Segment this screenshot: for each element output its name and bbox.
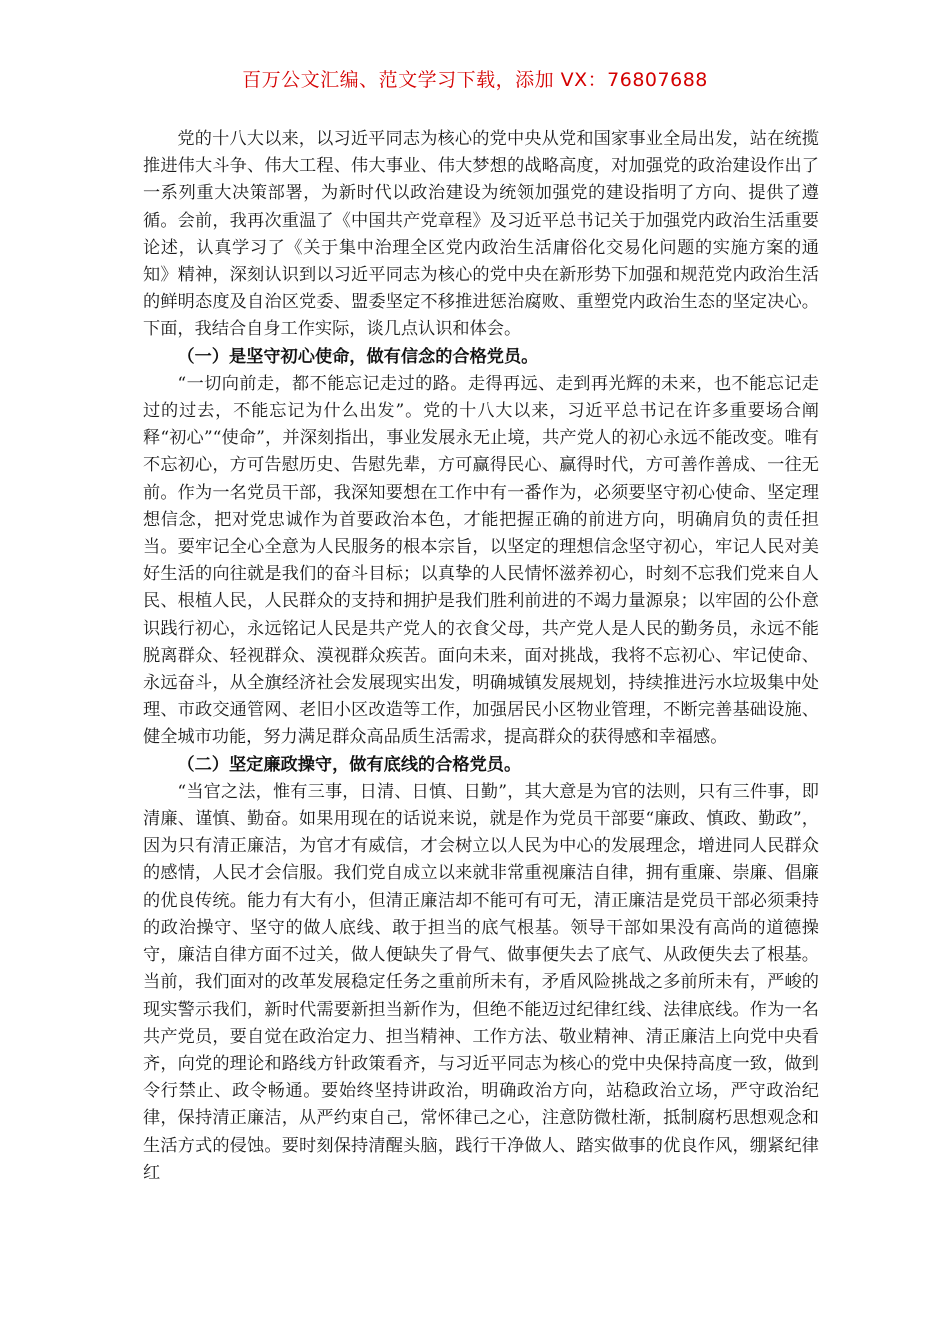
header-banner: 百万公文汇编、范文学习下载，添加 VX：76807688 [242,69,708,91]
document-body [143,126,819,1187]
section-paragraph-2: “当官之法，惟有三事，日清、日慎、日勤”，其大意是为官的法则，只有三件事，即清廉、谨慎、勤奋。如果用现在的话说来说，就是作为党员干部要“廉政、慎政、勤政”，因为只有清正廉洁，为官才有威信，才会树立以人民为中心的发展理念，增进同人民群众的感情，人民才会信服。我们党自成立以来就非常重视廉洁自律，拥有重廉、崇廉、倡廉的优良传统。能力有大有小，但清正廉洁却不能可有可无，清正廉洁是党员干部必须秉持的政治操守、坚守的做人底线、敢于担当的底气根基。领导干部如果没有高尚的道德操守，廉洁自律方面不过关，做人便缺失了骨气、做事便失去了底气、从政便失去了根基。当前，我们面对的改革发展稳定任务之重前所未有，矛盾风险挑战之多前所未有，严峻的现实警示我们，新时代需要新担当新作为，但绝不能迈过纪律红线、法律底线。作为一名共产党员，要自觉在政治定力、担当精神、工作方法、敬业精神、清正廉洁上向党中央看齐，向党的理论和路线方针政策看齐，与习近平同志为核心的党中央保持高度一致，做到令行禁止、政令畅通。要始终坚持讲政治，明确政治方向，站稳政治立场，严守政治纪律，保持清正廉洁，从严约束自己，常怀律己之心，注意防微杜渐，抵制腐朽思想观念和生活方式的侵蚀。要时刻保持清醒头脑，践行干净做人、踏实做事的优良作风，绷紧纪律红 [143,781,819,1183]
section-heading-2: （二）坚定廉政操守，做有底线的合格党员。 [177,754,522,775]
section-paragraph-1: “一切向前走，都不能忘记走过的路。走得再远、走到再光辉的未来，也不能忘记走过的过去，不能忘记为什么出发”。党的十八大以来，习近平总书记在许多重要场合阐释“初心”“使命”，并深刻指出，事业发展永无止境，共产党人的初心永远不能改变。唯有不忘初心，方可告慰历史、告慰先辈，方可赢得民心、赢得时代，方可善作善成、一往无前。作为一名党员干部，我深知要想在工作中有一番作为，必须要坚守初心使命、坚定理想信念，把对党忠诚作为首要政治本色，才能把握正确的前进方向，明确肩负的责任担当。要牢记全心全意为人民服务的根本宗旨，以坚定的理想信念坚守初心，牢记人民对美好生活的向往就是我们的奋斗目标；以真挚的人民情怀滋养初心，时刻不忘我们党来自人民、根植人民，人民群众的支持和拥护是我们胜利前进的不竭力量源泉；以牢固的公仆意识践行初心，永远铭记人民是共产党人的衣食父母，共产党人是人民的勤务员，永远不能脱离群众、轻视群众、漠视群众疾苦。面向未来，面对挑战，我将不忘初心、牢记使命、永远奋斗，从全旗经济社会发展现实出发，明确城镇发展规划，持续推进污水垃圾集中处理、市政交通管网、老旧小区改造等工作，加强居民小区物业管理，不断完善基础设施、健全城市功能，努力满足群众高品质生活需求，提高群众的获得感和幸福感。 [143,373,819,748]
intro-paragraph: 党的十八大以来，以习近平同志为核心的党中央从党和国家事业全局出发，站在统揽推进伟大斗争、伟大工程、伟大事业、伟大梦想的战略高度，对加强党的政治建设作出了一系列重大决策部署，为新时代以政治建设为统领加强党的建设指明了方向、提供了遵循。会前，我再次重温了《中国共产党章程》及习近平总书记关于加强党内政治生活重要论述，认真学习了《关于集中治理全区党内政治生活庸俗化交易化问题的实施方案的通知》精神，深刻认识到以习近平同志为核心的党中央在新形势下加强和规范党内政治生活的鲜明态度及自治区党委、盟委坚定不移推进惩治腐败、重塑党内政治生态的坚定决心。下面，我结合自身工作实际，谈几点认识和体会。 [143,129,819,340]
section-heading-1: （一）是坚守初心使命，做有信念的合格党员。 [177,346,539,367]
